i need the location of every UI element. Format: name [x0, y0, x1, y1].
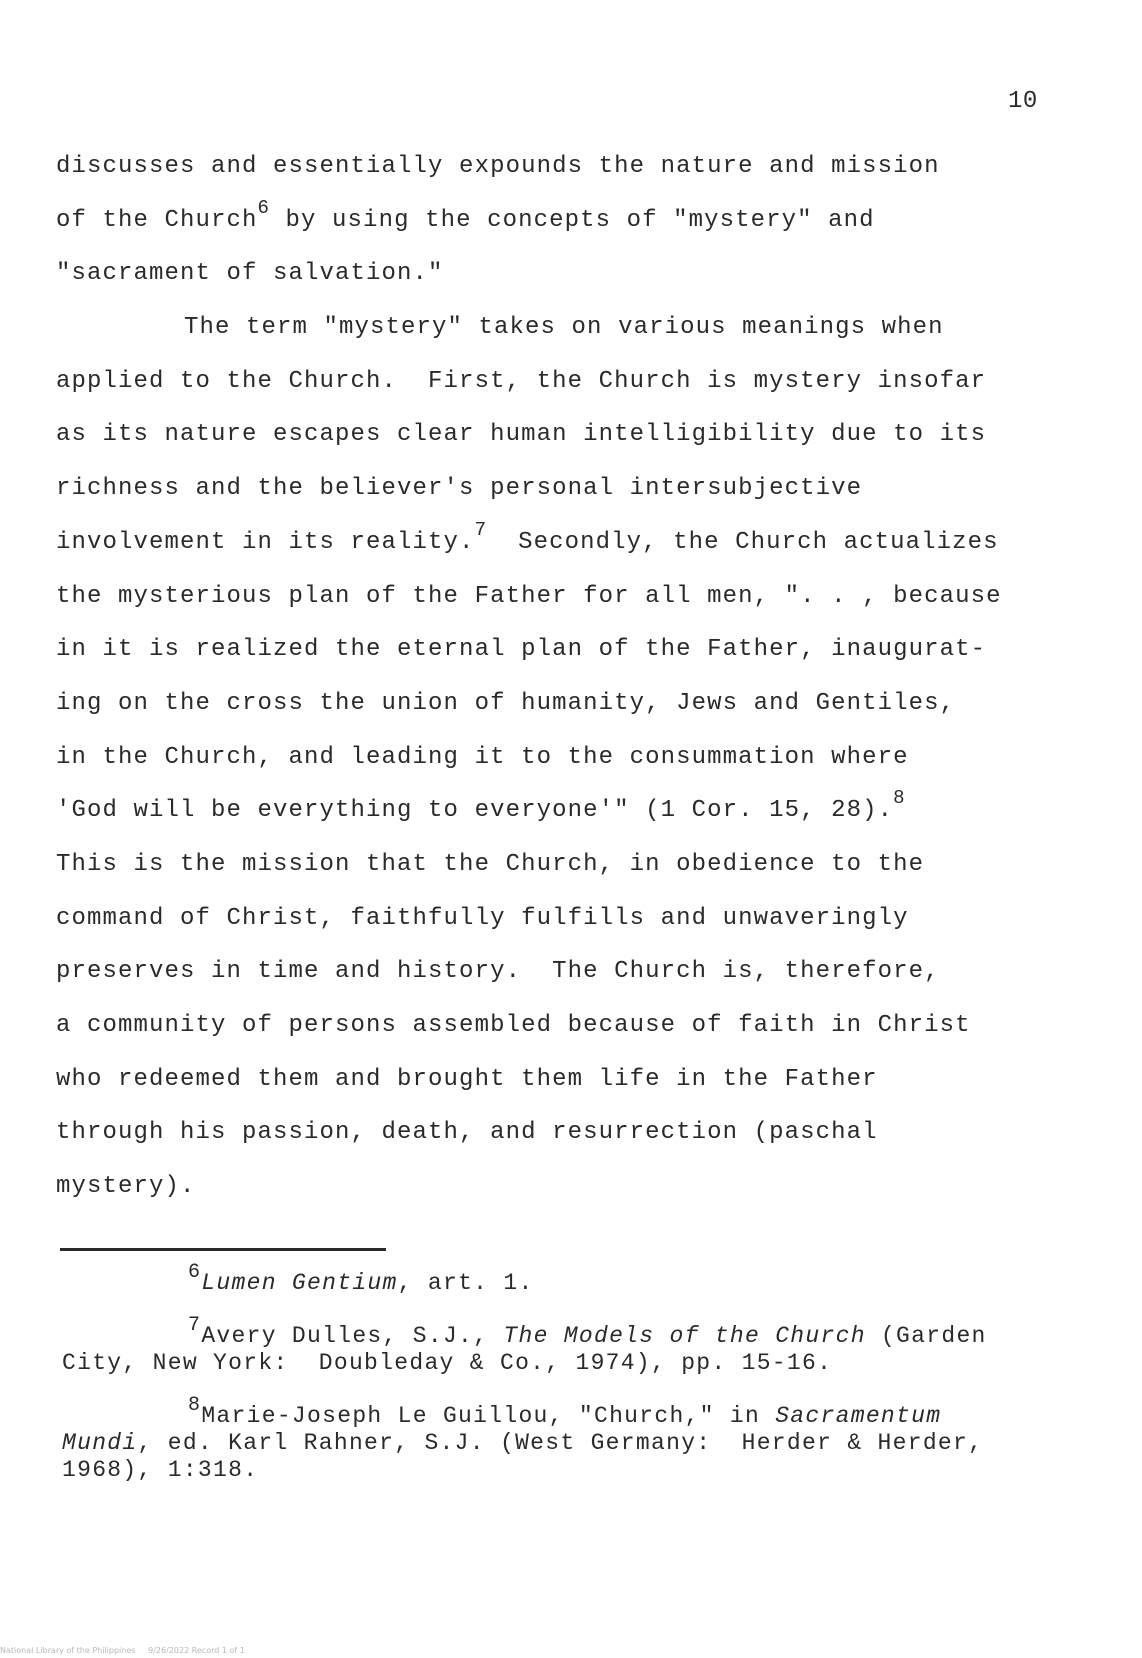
- scan-footer: National Library of the Philippines 9/26/2022 Record 1 of 1: [0, 1646, 245, 1655]
- footnote-mark: 6: [188, 1261, 202, 1285]
- footnotes: [62, 1261, 1082, 1510]
- footnote-line: City, New York: Doubleday & Co., 1974), pp. 15-16.: [62, 1350, 833, 1376]
- work-title: Sacramentum: [775, 1403, 942, 1429]
- work-title: Mundi: [62, 1430, 138, 1456]
- text-line: The term "mystery" takes on various meanings when: [184, 314, 944, 342]
- text-run: , ed. Karl Rahner, S.J. (West Germany: Herder & Herder,: [137, 1430, 984, 1456]
- text-run: of the Church: [56, 206, 258, 234]
- text-run: (Garden: [865, 1323, 987, 1349]
- footnote-line: [62, 1261, 1082, 1297]
- text-line: ing on the cross the union of humanity, Jews and Gentiles,: [56, 689, 956, 717]
- work-title: The Models of the Church: [503, 1323, 866, 1349]
- text-line: This is the mission that the Church, in obedience to the: [56, 850, 925, 878]
- author: Marie-Joseph Le Guillou, "Church," in: [201, 1403, 776, 1429]
- text-line: applied to the Church. First, the Church is mystery insofar: [56, 367, 987, 395]
- footnote-mark: 8: [188, 1394, 202, 1418]
- text-run: 'God will be everything to everyone'" (1 Cor. 15, 28).: [56, 797, 894, 825]
- footnote-7: [62, 1314, 1082, 1377]
- footnote-line: 1968), 1:318.: [62, 1457, 259, 1483]
- text-line: [56, 784, 1076, 838]
- text-line: mystery).: [56, 1173, 196, 1201]
- page-number: 10: [1008, 88, 1038, 115]
- text-line: who redeemed them and brought them life in the Father: [56, 1065, 878, 1093]
- footnote-8: [62, 1394, 1082, 1484]
- text-run: Secondly, the Church actualizes: [487, 528, 999, 556]
- text-line: preserves in time and history. The Church is, therefore,: [56, 958, 940, 986]
- body-text: [56, 140, 1076, 1214]
- text-line: command of Christ, faithfully fulfills and unwaveringly: [56, 904, 909, 932]
- footnote-ref: 7: [474, 518, 488, 541]
- text-line: [56, 516, 1076, 570]
- text-line: through his passion, death, and resurrection (paschal: [56, 1119, 878, 1147]
- footnote-separator: [60, 1248, 386, 1251]
- footnote-line: [62, 1314, 1082, 1350]
- text-line: richness and the believer's personal intersubjective: [56, 475, 863, 503]
- text-line: in the Church, and leading it to the consummation where: [56, 743, 909, 771]
- text-line: discusses and essentially expounds the nature and mission: [56, 153, 940, 180]
- text-line: as its nature escapes clear human intelligibility due to its: [56, 421, 987, 449]
- text-run: , art. 1.: [397, 1270, 534, 1296]
- footnote-mark: 7: [188, 1314, 202, 1338]
- footnote-ref: 6: [257, 196, 271, 219]
- text-line: the mysterious plan of the Father for all men, ". . , because: [56, 582, 1002, 610]
- footnote-line: [62, 1394, 1082, 1430]
- footnote-line: [62, 1430, 1082, 1457]
- text-run: involvement in its reality.: [56, 528, 475, 556]
- text-run: by using the concepts of "mystery" and: [270, 206, 875, 234]
- text-line: a community of persons assembled because of faith in Christ: [56, 1012, 971, 1039]
- footnote-6: [62, 1261, 1082, 1297]
- footnote-ref: 8: [893, 787, 906, 810]
- text-line: in it is realized the eternal plan of the Father, inaugurat-: [56, 636, 987, 664]
- text-line: [56, 194, 1076, 248]
- author: Avery Dulles, S.J.,: [201, 1323, 504, 1349]
- work-title: Lumen Gentium: [201, 1270, 398, 1296]
- text-line: "sacrament of salvation.": [56, 260, 444, 288]
